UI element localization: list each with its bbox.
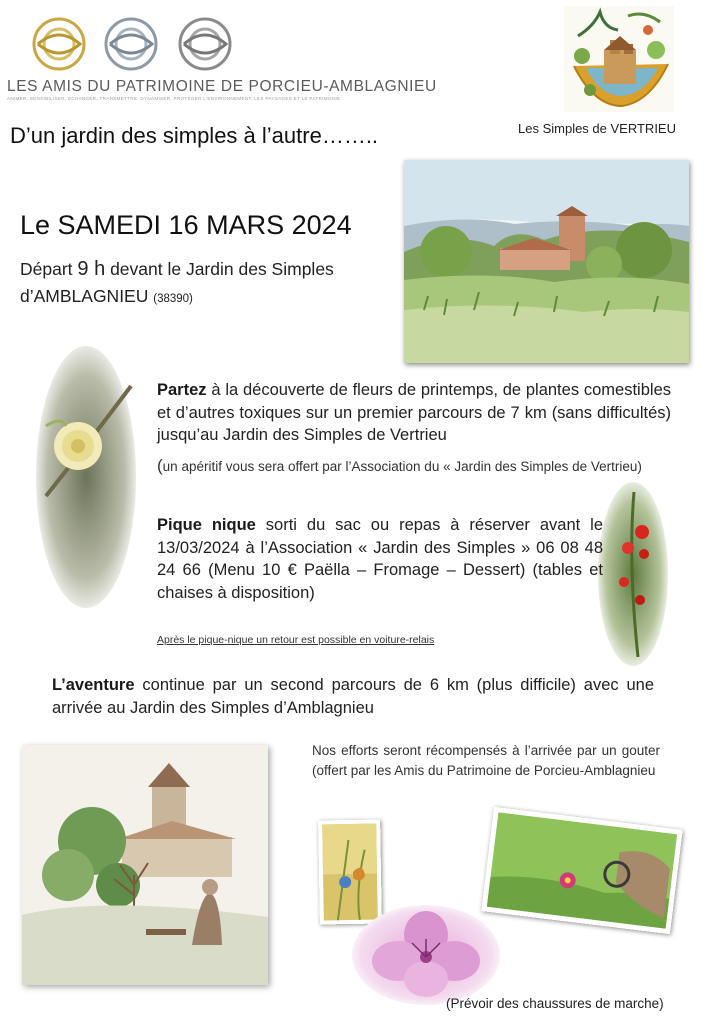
garden-watercolor-painting	[22, 745, 268, 985]
event-subtitle: D’un jardin des simples à l’autre……..	[10, 123, 379, 148]
footer-shoes-note: (Prévoir des chaussures de marche)	[446, 996, 664, 1011]
event-date: Le SAMEDI 16 MARS 2024	[20, 210, 352, 240]
association-logo	[28, 14, 238, 76]
first-route-keyword: Partez	[157, 381, 207, 399]
organization-name: LES AMIS DU PATRIMOINE DE PORCIEU-AMBLAGNIEU	[7, 78, 437, 95]
village-watercolor-painting	[404, 160, 689, 363]
return-note: Après le pique-nique un retour est possible en voiture-relais	[157, 634, 435, 646]
cream-flower-image	[36, 346, 136, 608]
magnifier-photo	[481, 807, 682, 934]
second-route-paragraph	[52, 674, 654, 719]
red-berries-image	[598, 482, 668, 667]
departure-info	[20, 256, 390, 313]
departure-prefix: Départ	[20, 259, 78, 279]
picnic-text: sorti du sac ou repas à réserver avant le 13/03/2024 à l’Association « Jardin des Simples » 06 08 48 24 66 (Menu 10 € Paëlla – Fromage – Dessert) (tables et chaises à disposition)	[157, 516, 603, 602]
vertrieu-logo	[564, 6, 674, 112]
second-route-text: continue par un second parcours de 6 km (plus difficile) avec une arrivée au Jardin des Simples d’Amblagnieu	[52, 676, 654, 717]
aperitif-note-paren: (	[157, 456, 163, 475]
organization-tagline: ANIMER, SENSIBILISER, ÉCHANGER, TRANSMETTRE, DYNAMISER, PROTÉGER L'ENVIRONNEMENT, LES PAYSAGES ET LE PATRIMOINE	[7, 96, 341, 101]
second-route-keyword: L’aventure	[52, 676, 135, 694]
departure-hour: 9 h	[77, 258, 106, 280]
picnic-paragraph	[157, 514, 603, 604]
first-route-text: à la découverte de fleurs de printemps, de plantes comestibles et d’autres toxiques sur un premier parcours de 7 km (sans difficultés) jusqu’au Jardin des Simples de Vertrieu	[157, 381, 671, 444]
vertrieu-caption: Les Simples de VERTRIEU	[518, 121, 676, 136]
picnic-keyword: Pique nique	[157, 516, 256, 534]
departure-postcode: (38390)	[153, 293, 193, 305]
aperitif-note-text: un apéritif vous sera offert par l’Association du « Jardin des Simples de Vertrieu)	[162, 459, 642, 474]
pink-flower-image	[352, 905, 500, 1005]
reward-paragraph: Nos efforts seront récompensés à l’arrivée par un gouter (offert par les Amis du Patrimoine de Porcieu-Amblagnieu	[312, 743, 660, 778]
departure-place: devant le Jardin des Simples d’AMBLAGNIEU	[20, 259, 334, 306]
aperitif-note	[157, 456, 671, 477]
first-route-paragraph	[157, 379, 671, 447]
